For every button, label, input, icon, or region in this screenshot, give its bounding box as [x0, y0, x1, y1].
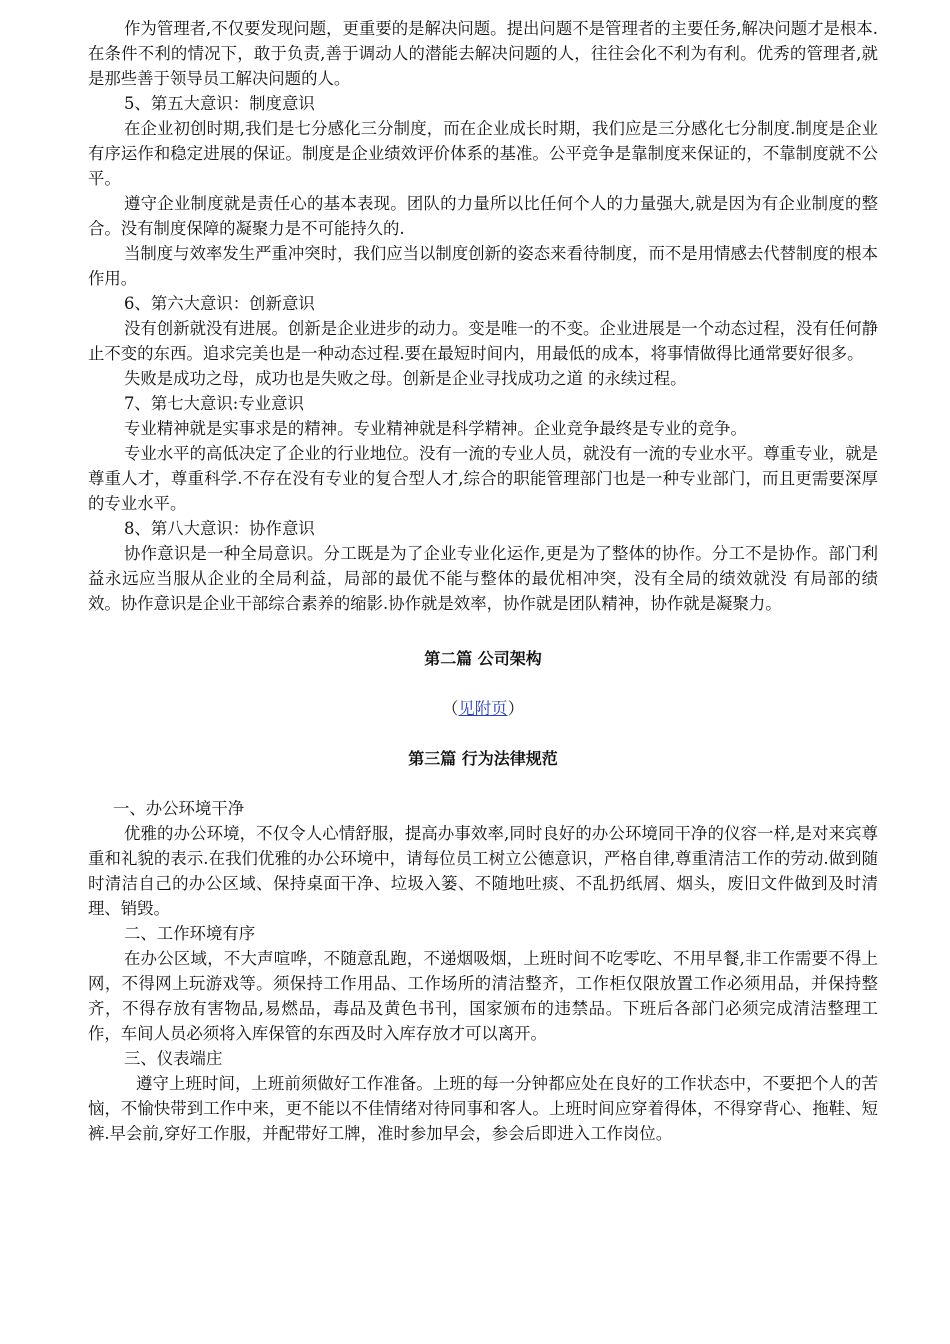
- link-close-paren: ）: [507, 699, 524, 718]
- appendix-link-line: [88, 696, 878, 721]
- document-page: [88, 16, 878, 1146]
- subheading-appearance: 三、仪表端庄: [124, 1049, 223, 1068]
- paragraph-manager: 作为管理者,不仅要发现问题，更重要的是解决问题。提出问题不是管理者的主要任务,解决问题才是根本.在条件不利的情况下，敢于负责,善于调动人的潜能去解决问题的人，往往会化不利为有利。优秀的管理者,就是那些善于领导员工解决问题的人。: [88, 19, 878, 88]
- paragraph-5c: 当制度与效率发生严重冲突时，我们应当以制度创新的姿态来看待制度，而不是用情感去代替制度的根本作用。: [88, 244, 878, 288]
- paragraph-appearance: 遵守上班时间，上班前须做好工作准备。上班的每一分钟都应处在良好的工作状态中，不要把个人的苦恼，不愉快带到工作中来，更不能以不佳情绪对待同事和客人。上班时间应穿着得体，不得穿背心、拖鞋、短裤.早会前,穿好工作服，并配带好工牌，准时参加早会，参会后即进入工作岗位。: [88, 1074, 878, 1143]
- paragraph-6b: 失败是成功之母，成功也是失败之母。创新是企业寻找成功之道 的永续过程。: [124, 369, 687, 388]
- subheading-7: 7、第七大意识:专业意识: [124, 394, 304, 413]
- paragraph-8a: 协作意识是一种全局意识。分工既是为了企业专业化运作,更是为了整体的协作。分工不是协作。部门利益永远应当服从企业的全局利益，局部的最优不能与整体的最优相冲突，没有全局的绩效就没 有局部的绩效。协作意识是企业干部综合素养的缩影.协作就是效率，协作就是团队精神，协作就是凝聚力。: [88, 544, 878, 613]
- subheading-work-order: 二、工作环境有序: [124, 924, 256, 943]
- paragraph-7b: 专业水平的高低决定了企业的行业地位。没有一流的专业人员，就没有一流的专业水平。尊重专业，就是尊重人才，尊重科学.不存在没有专业的复合型人才,综合的职能管理部门也是一种专业部门，而且更需要深厚的专业水平。: [88, 444, 878, 513]
- subheading-5: 5、第五大意识：制度意识: [124, 94, 315, 113]
- paragraph-5a: 在企业初创时期,我们是七分感化三分制度，而在企业成长时期，我们应是三分感化七分制度.制度是企业有序运作和稳定进展的保证。制度是企业绩效评价体系的基准。公平竞争是靠制度来保证的，不靠制度就不公平。: [88, 119, 878, 188]
- paragraph-6a: 没有创新就没有进展。创新是企业进步的动力。变是唯一的不变。企业进展是一个动态过程，没有任何静止不变的东西。追求完美也是一种动态过程.要在最短时间内，用最低的成本，将事情做得比通常要好很多。: [88, 319, 878, 363]
- subheading-6: 6、第六大意识：创新意识: [124, 294, 315, 313]
- paragraph-work-order: 在办公区域，不大声喧哗，不随意乱跑，不递烟吸烟，上班时间不吃零吃、不用早餐,非工作需要不得上网，不得网上玩游戏等。须保持工作用品、工作场所的清洁整齐，工作柜仅限放置工作必须用品，并保持整齐，不得存放有害物品,易燃品，毒品及黄色书刊，国家颁布的违禁品。下班后各部门必须完成清洁整理工作，车间人员必须将入库保管的东西及时入库存放才可以离开。: [88, 949, 878, 1043]
- paragraph-7a: 专业精神就是实事求是的精神。专业精神就是科学精神。企业竞争最终是专业的竞争。: [124, 419, 747, 438]
- subheading-office-clean: 一、办公环境干净: [113, 799, 245, 818]
- section-title-conduct-rules: 第三篇 行为法律规范: [408, 749, 558, 768]
- subheading-8: 8、第八大意识：协作意识: [124, 519, 315, 538]
- paragraph-5b: 遵守企业制度就是责任心的基本表现。团队的力量所以比任何个人的力量强大,就是因为有企业制度的整合。没有制度保障的凝聚力是不可能持久的.: [88, 194, 878, 238]
- paragraph-office-clean: 优雅的办公环境，不仅令人心情舒服，提高办事效率,同时良好的办公环境同干净的仪容一样,是对来宾尊重和礼貌的表示.在我们优雅的办公环境中，请每位员工树立公德意识，严格自律,尊重清洁工作的劳动.做到随时清洁自己的办公区域、保持桌面干净、垃圾入篓、不随地吐痰、不乱扔纸屑、烟头，废旧文件做到及时清理、销毁。: [88, 824, 878, 918]
- appendix-link[interactable]: 见附页: [458, 699, 508, 718]
- section-title-company-structure: 第二篇 公司架构: [424, 649, 542, 668]
- link-open-paren: （: [442, 699, 459, 718]
